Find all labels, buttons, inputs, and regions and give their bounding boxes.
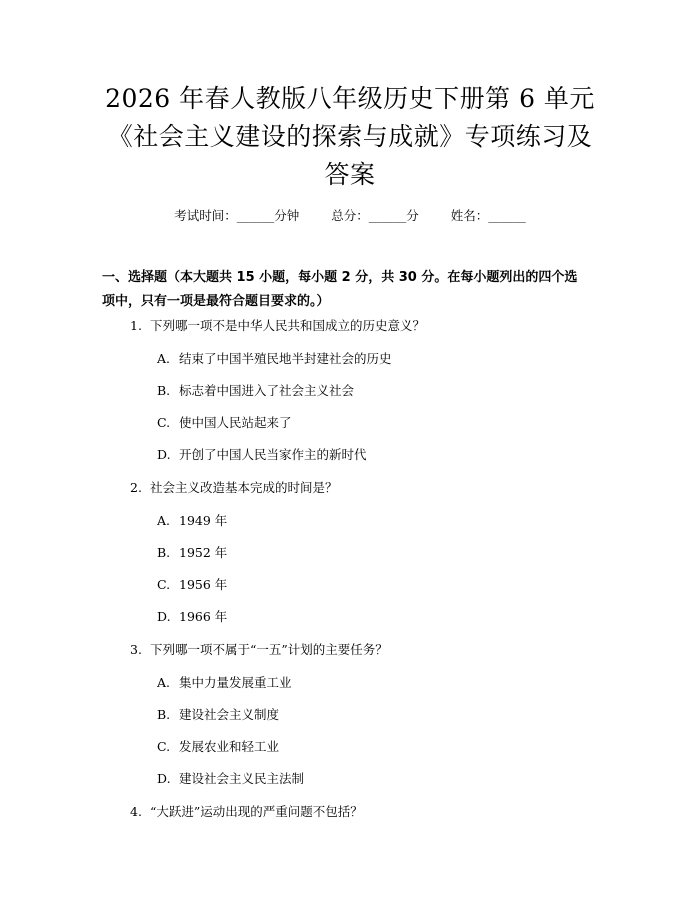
question-1 [130, 316, 425, 334]
option-2d [157, 607, 227, 625]
option-3d [157, 769, 304, 787]
option-letter: B. [157, 545, 171, 560]
option-text: 1966 年 [179, 609, 228, 624]
option-1d [157, 445, 367, 463]
option-letter: A. [157, 513, 171, 528]
option-3a [157, 673, 292, 691]
title-line-3: 答案 [324, 160, 376, 189]
option-letter: D. [157, 771, 171, 786]
question-number: 4. [130, 804, 142, 819]
option-letter: D. [157, 447, 171, 462]
option-letter: C. [157, 415, 171, 430]
section-heading [102, 266, 622, 314]
question-number: 3. [130, 642, 142, 657]
question-text: “大跃进”运动出现的严重问题不包括？ [150, 804, 363, 819]
option-text: 1949 年 [179, 513, 228, 528]
question-number: 1. [130, 318, 142, 333]
option-1b [157, 381, 354, 399]
option-letter: A. [157, 351, 171, 366]
total-score-field: 总分：______分 [331, 208, 419, 223]
option-2b [157, 543, 227, 561]
option-text: 建设社会主义制度 [179, 707, 280, 722]
option-letter: C. [157, 577, 171, 592]
option-2a [157, 511, 227, 529]
question-text: 社会主义改造基本完成的时间是？ [150, 480, 338, 495]
document-title [90, 80, 610, 194]
question-text: 下列哪一项不是中华人民共和国成立的历史意义？ [150, 318, 426, 333]
question-text: 下列哪一项不属于“一五”计划的主要任务？ [150, 642, 388, 657]
section-heading-line-2: 项中，只有一项是最符合题目要求的。） [102, 294, 330, 309]
option-letter: C. [157, 739, 171, 754]
option-text: 使中国人民站起来了 [179, 415, 292, 430]
option-1a [157, 349, 392, 367]
option-text: 发展农业和轻工业 [179, 739, 280, 754]
section-heading-line-1: 一、选择题（本大题共 15 小题，每小题 2 分，共 30 分。在每小题列出的四个选 [102, 270, 578, 285]
title-line-2: 《社会主义建设的探索与成就》专项练习及 [107, 122, 593, 151]
student-name-field: 姓名：______ [450, 208, 526, 223]
option-text: 开创了中国人民当家作主的新时代 [179, 447, 367, 462]
option-1c [157, 413, 292, 431]
exam-time-field: 考试时间：______分钟 [174, 208, 300, 223]
option-letter: B. [157, 383, 171, 398]
option-text: 集中力量发展重工业 [179, 675, 292, 690]
exam-meta [0, 206, 700, 224]
option-letter: D. [157, 609, 171, 624]
question-number: 2. [130, 480, 142, 495]
option-text: 结束了中国半殖民地半封建社会的历史 [179, 351, 392, 366]
question-3 [130, 640, 388, 658]
question-2 [130, 478, 338, 496]
option-text: 标志着中国进入了社会主义社会 [179, 383, 355, 398]
option-letter: B. [157, 707, 171, 722]
option-3c [157, 737, 279, 755]
option-letter: A. [157, 675, 171, 690]
option-text: 建设社会主义民主法制 [179, 771, 305, 786]
option-3b [157, 705, 279, 723]
question-4 [130, 802, 363, 820]
title-line-1: 2026 年春人教版八年级历史下册第 6 单元 [105, 84, 595, 113]
option-2c [157, 575, 227, 593]
option-text: 1956 年 [179, 577, 228, 592]
option-text: 1952 年 [179, 545, 228, 560]
